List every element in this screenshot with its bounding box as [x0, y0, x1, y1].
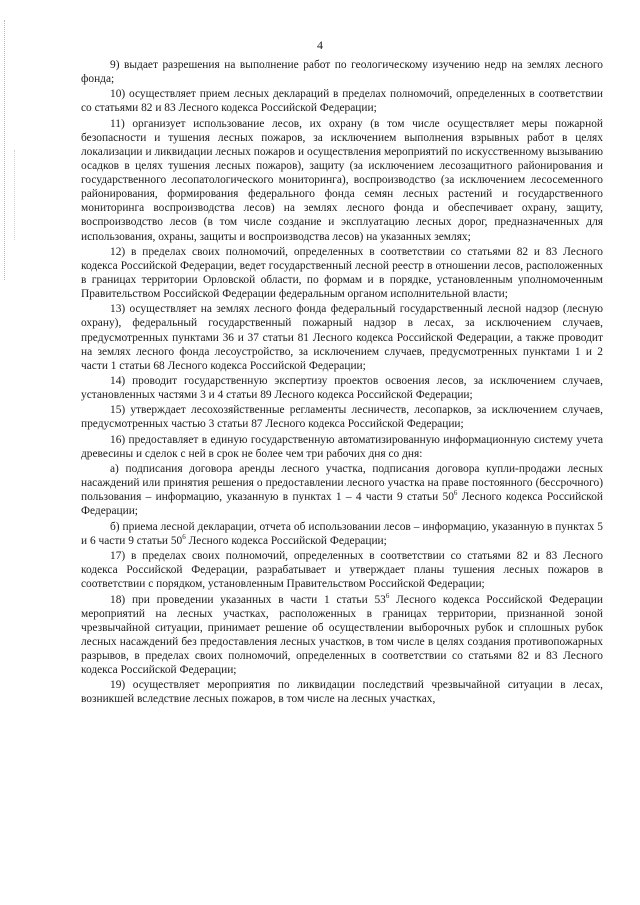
paragraph-16: 16) предоставляет в единую государственную автоматизированную информационную систему учета древесины и сделок с ней в срок не более чем три рабочих дня со дня:	[81, 433, 603, 460]
paragraph-18	[81, 593, 603, 678]
paragraph-10: 10) осуществляет прием лесных деклараций в пределах полномочий, определенных в соответствии со статьями 82 и 83 Лесного кодекса Российской Федерации;	[81, 88, 603, 115]
subparagraph-a-tail: Лесного кодекса Российской Федерации;	[81, 491, 603, 518]
paragraph-17: 17) в пределах своих полномочий, определенных в соответствии со статьями 82 и 83 Лесного кодекса Российской Федерации, разрабатывает и утверждает планы тушения лесных пожаров в соответствии с порядком, установленным Правительством Российской Федерации;	[81, 550, 603, 591]
subparagraph-b-tail: Лесного кодекса Российской Федерации;	[185, 534, 387, 547]
subparagraph-a-text: а) подписания договора аренды лесного участка, подписания договора купли-продажи лесных насаждений или принятия решения о предоставлении лесного участка на праве постоянного (бессрочного) пользования – информацию, указанную в пунктах 1 – 4 части 9 статьи 50	[81, 463, 603, 504]
paragraph-9: 9) выдает разрешения на выполнение работ по геологическому изучению недр на землях лесного фонда;	[81, 59, 603, 86]
superscript: 6	[182, 532, 186, 541]
scan-margin-mark	[4, 20, 6, 280]
subparagraph-b-text: б) приема лесной декларации, отчета об использовании лесов – информацию, указанную в пунктах 5 и 6 части 9 статьи 50	[81, 520, 603, 547]
paragraph-11: 11) организует использование лесов, их охрану (в том числе осуществляет меры пожарной безопасности и тушения лесных пожаров, за исключением выполнения взрывных работ в целях локализации и ликвидации лесных пожаров и осуществления мероприятий по искусственному вызыванию осадков в целях тушения лесных пожаров), защиту (за исключением лесозащитного районирования и государственного лесопатологического мониторинга), воспроизводство (за исключением лесосеменного районирования, формирования федерального фонда семян лесных растений и государственного мониторинга воспроизводства лесов) на землях лесного фонда и обеспечивает охрану, защиту, воспроизводство лесов (в том числе создание и эксплуатацию лесных дорог, предназначенных для использования, охраны, защиты и воспроизводства лесов) на указанных землях;	[81, 117, 603, 243]
paragraph-18-tail: Лесного кодекса Российской Федерации мероприятий на лесных участках, расположенных в границах территории, признанной зоной чрезвычайной ситуации, принимает решение об осуществлении выборочных рубок и сплошных рубок лесных насаждений без предоставления лесных участков, в том числе в целях создания противопожарных разрывов, в пределах своих полномочий, определенных в соответствии со статьями 82 и 83 Лесного кодекса Российской Федерации;	[81, 593, 603, 676]
scan-margin-mark	[14, 150, 16, 240]
paragraph-19: 19) осуществляет мероприятия по ликвидации последствий чрезвычайной ситуации в лесах, возникшей вследствие лесных пожаров, в том числе на лесных участках,	[81, 679, 603, 706]
subparagraph-a	[81, 462, 603, 518]
paragraph-13: 13) осуществляет на землях лесного фонда федеральный государственный лесной надзор (лесную охрану), федеральный государственный пожарный надзор в лесах, за исключением случаев, предусмотренных пунктами 36 и 37 статьи 81 Лесного кодекса Российской Федерации, а также проводит на землях лесного фонда лесоустройство, за исключением случаев, предусмотренных пунктами 1 и 2 части 1 статьи 68 Лесного кодекса Российской Федерации;	[81, 303, 603, 372]
document-body	[81, 58, 603, 708]
subparagraph-b	[81, 520, 603, 548]
superscript: 6	[453, 489, 458, 498]
paragraph-15: 15) утверждает лесохозяйственные регламенты лесничеств, лесопарков, за исключением случаев, предусмотренных частью 3 статьи 87 Лесного кодекса Российской Федерации;	[81, 404, 603, 431]
paragraph-14: 14) проводит государственную экспертизу проектов освоения лесов, за исключением случаев, установленных частями 3 и 4 статьи 89 Лесного кодекса Российской Федерации;	[81, 375, 603, 402]
page-number: 4	[317, 38, 323, 52]
superscript: 6	[385, 591, 390, 600]
paragraph-12: 12) в пределах своих полномочий, определенных в соответствии со статьями 82 и 83 Лесного кодекса Российской Федерации, ведет государственный лесной реестр в отношении лесов, расположенных в границах территории Орловской области, по формам и в порядке, установленным уполномоченным Правительством Российской Федерации федеральным органом исполнительной власти;	[81, 245, 603, 301]
paragraph-18-text: 18) при проведении указанных в части 1 статьи 53	[110, 593, 386, 606]
